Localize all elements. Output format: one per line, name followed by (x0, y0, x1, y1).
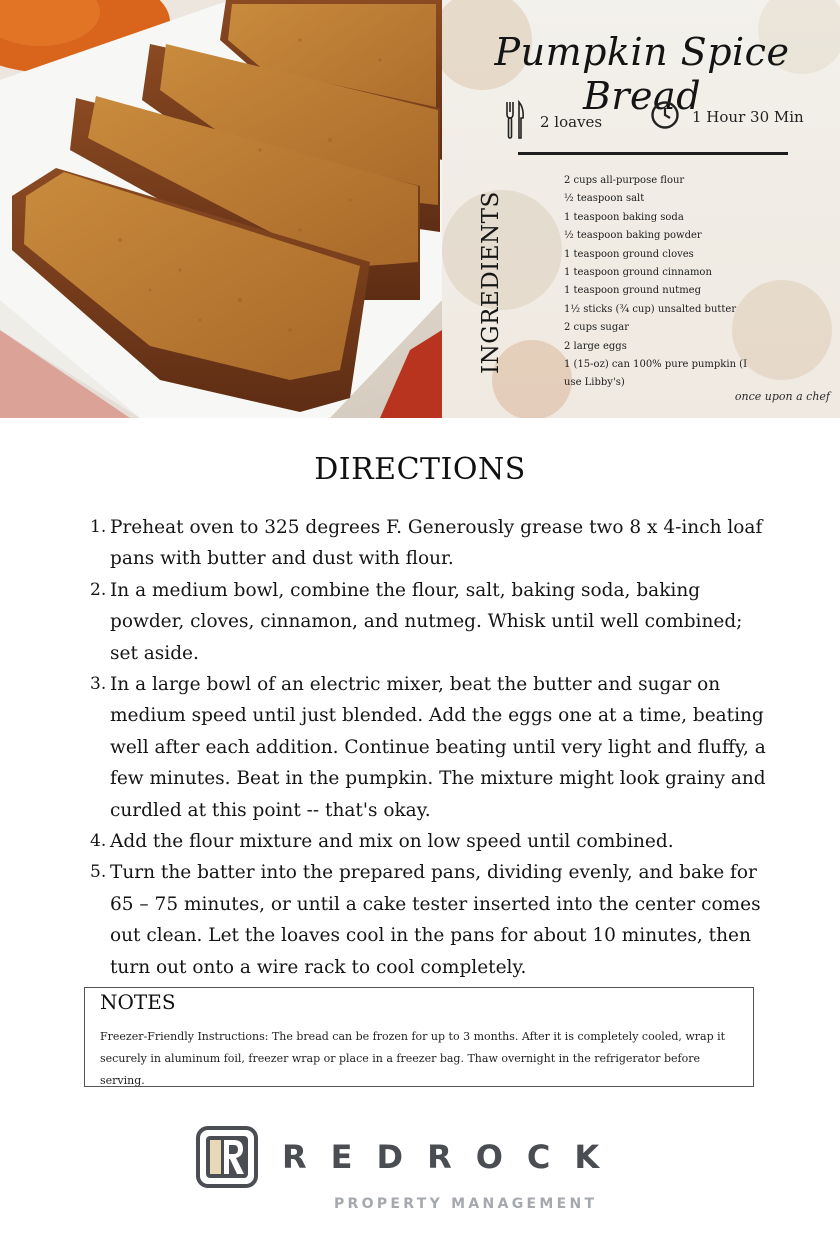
time-info (650, 100, 804, 134)
time-text: 1 Hour 30 Min (692, 108, 804, 126)
directions-list (90, 512, 770, 983)
step-number: 3. (90, 674, 107, 695)
ingredient-item: ½ teaspoon baking powder (564, 230, 702, 242)
divider (518, 152, 788, 155)
step-number: 2. (90, 579, 107, 600)
recipe-title: Pumpkin Spice Bread (494, 30, 790, 118)
notes-heading: NOTES (100, 990, 176, 1014)
direction-step (90, 512, 770, 575)
ingredient-item: 1 teaspoon ground nutmeg (564, 285, 701, 297)
redrock-logo-icon (196, 1126, 258, 1188)
step-text: Add the flour mixture and mix on low speed until combined. (110, 831, 674, 853)
ingredient-item: 2 cups sugar (564, 322, 630, 334)
source-signature: once upon a chef (734, 390, 830, 403)
direction-step (90, 857, 770, 983)
brand-name: REDROCK (282, 1138, 624, 1176)
yield-text: 2 loaves (540, 113, 603, 131)
notes-box (84, 987, 754, 1087)
bread-photo (0, 0, 442, 418)
step-number: 1. (90, 517, 107, 537)
recipe-card (442, 0, 840, 418)
notes-text: Freezer-Friendly Instructions: The bread can be frozen for up to 3 months. After it is completely cooled, wrap it securely in aluminum foil, freezer wrap or place in a freezer bag. Thaw overnight in the refrigerator before serving. (100, 1030, 726, 1087)
clock-icon (650, 100, 680, 134)
yield-info (504, 100, 602, 144)
ingredient-item: ½ teaspoon salt (564, 193, 645, 205)
ingredient-item: 2 large eggs (564, 340, 627, 352)
brand-subtitle: PROPERTY MANAGEMENT (334, 1196, 598, 1212)
direction-step (90, 826, 770, 857)
direction-step (90, 575, 770, 669)
directions-heading: DIRECTIONS (314, 452, 526, 487)
ingredient-item: 2 cups all-purpose flour (564, 175, 685, 186)
ingredient-item: 1½ sticks (¾ cup) unsalted butter (564, 303, 737, 315)
direction-step (90, 669, 770, 826)
step-text: Turn the batter into the prepared pans, dividing evenly, and bake for 65 – 75 minutes, or until a cake tester inserted into the center comes out clean. Let the loaves cool in the pans for about 10 minutes, then turn out onto a wire rack to cool completely. (110, 862, 761, 978)
ingredient-item: 1 teaspoon baking soda (564, 211, 684, 223)
ingredient-item: 1 teaspoon ground cloves (564, 248, 694, 260)
ingredients-heading: INGREDIENTS (478, 191, 504, 374)
step-text: In a large bowl of an electric mixer, beat the butter and sugar on medium speed until just blended. Add the eggs one at a time, beating well after each addition. Continue beating until very light and fluffy, a few minutes. Beat in the pumpkin. The mixture might look grainy and curdled at this point -- that's okay. (110, 674, 766, 821)
step-number: 5. (90, 862, 107, 883)
recipe-header (0, 0, 840, 418)
ingredient-item: 1 (15-oz) can 100% pure pumpkin (I use Libby's) (564, 359, 748, 389)
ingredients-list (564, 172, 764, 393)
fork-knife-icon (504, 100, 526, 144)
step-number: 4. (90, 831, 107, 852)
step-text: In a medium bowl, combine the flour, salt, baking soda, baking powder, cloves, cinnamon, and nutmeg. Whisk until well combined; set aside. (110, 579, 743, 664)
ingredient-item: 1 teaspoon ground cinnamon (564, 267, 712, 279)
step-text: Preheat oven to 325 degrees F. Generously grease two 8 x 4-inch loaf pans with butter and dust with flour. (110, 517, 763, 570)
